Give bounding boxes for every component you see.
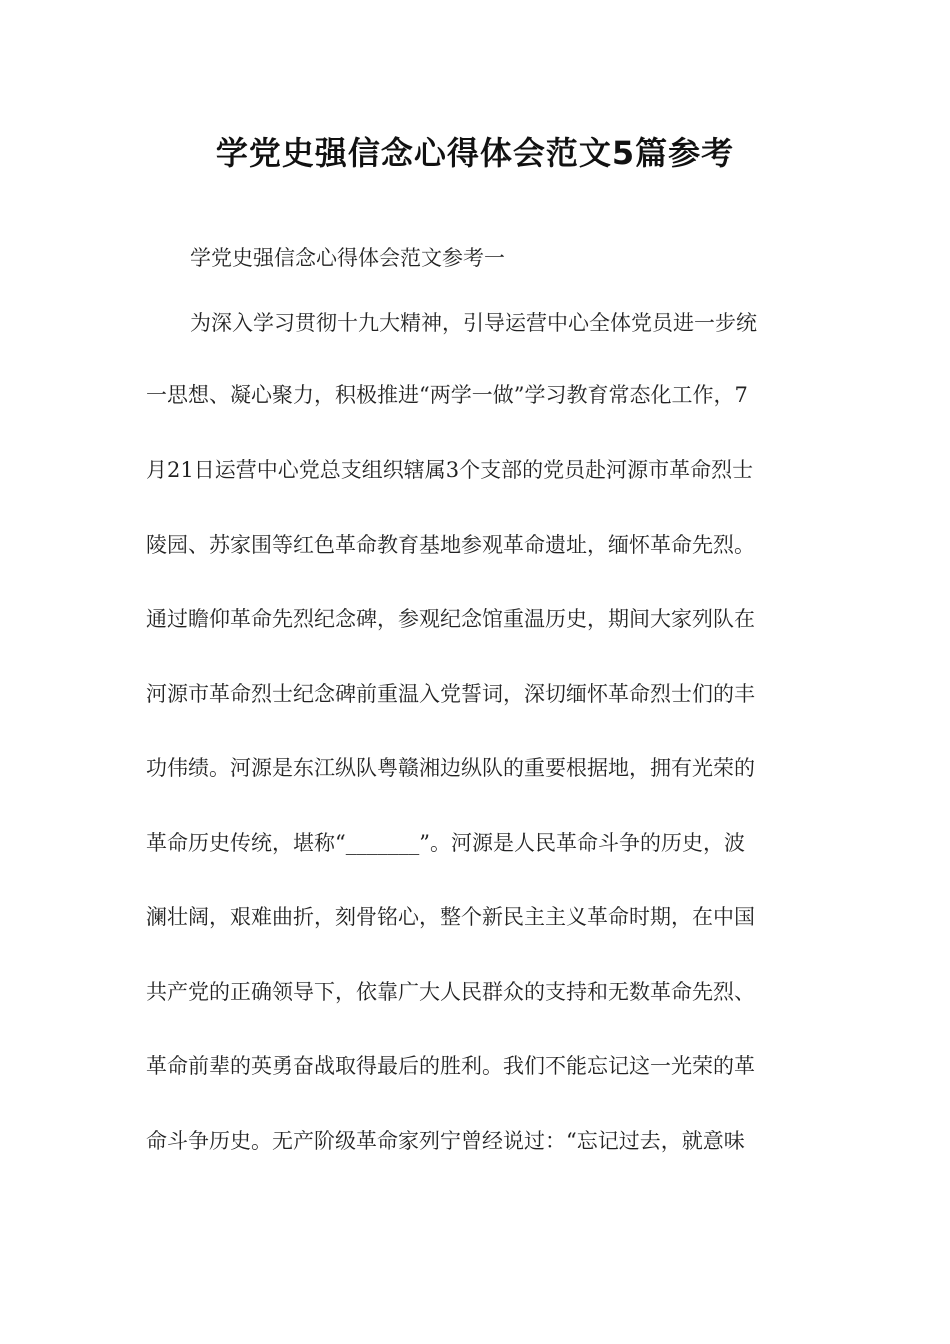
body-line: 共产党的正确领导下，依靠广大人民群众的支持和无数革命先烈、 (146, 980, 755, 1004)
body-line: 一思想、凝心聚力，积极推进“两学一做”学习教育常态化工作，7 (146, 383, 748, 407)
body-line: 命斗争历史。无产阶级革命家列宁曾经说过：“忘记过去，就意味 (146, 1129, 745, 1153)
body-line: 功伟绩。河源是东江纵队粤赣湘边纵队的重要根据地，拥有光荣的 (146, 756, 755, 780)
body-line: 为深入学习贯彻十九大精神，引导运营中心全体党员进一步统 (190, 311, 757, 335)
body-line: 河源市革命烈士纪念碑前重温入党誓词，深切缅怀革命烈士们的丰 (146, 682, 755, 706)
section-heading: 学党史强信念心得体会范文参考一 (190, 246, 505, 270)
body-line: 陵园、苏家围等红色革命教育基地参观革命遗址，缅怀革命先烈。 (146, 533, 755, 557)
body-line: 革命前辈的英勇奋战取得最后的胜利。我们不能忘记这一光荣的革 (146, 1054, 755, 1078)
document-title: 学党史强信念心得体会范文5篇参考 (215, 134, 735, 172)
body-line: 革命历史传统，堪称“_______”。河源是人民革命斗争的历史，波 (146, 831, 745, 855)
body-line: 月21日运营中心党总支组织辖属3个支部的党员赴河源市革命烈士 (146, 458, 754, 482)
body-line: 通过瞻仰革命先烈纪念碑，参观纪念馆重温历史，期间大家列队在 (146, 607, 755, 631)
body-line: 澜壮阔，艰难曲折，刻骨铭心，整个新民主主义革命时期，在中国 (146, 905, 755, 929)
